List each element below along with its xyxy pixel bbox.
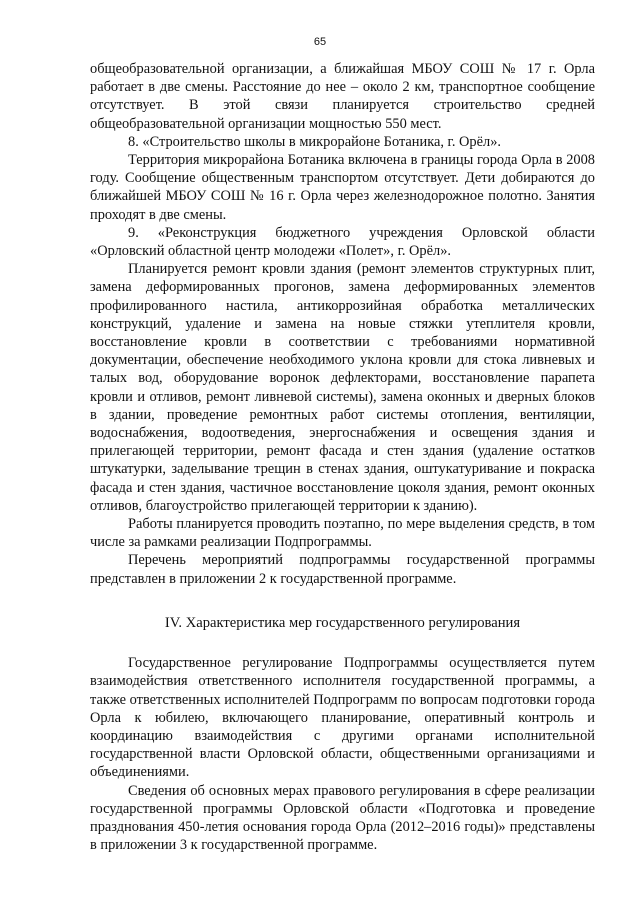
page-number: 65 xyxy=(313,36,327,48)
section-heading: IV. Характеристика мер государственного регулирования xyxy=(164,614,521,631)
paragraph: 8. «Строительство школы в микрорайоне Ботаника, г. Орёл». xyxy=(128,133,501,150)
paragraphs-bottom xyxy=(90,654,595,854)
paragraph: Территория микрорайона Ботаника включена в границы города Орла в 2008 году. Сообщение общественным транспортом отсутствует. Дети добираются до ближайшей МБОУ СОШ № 16 г. Орла через железнодорожное полотно. Занятия проходят в две смены. xyxy=(90,152,595,223)
paragraph: Планируется ремонт кровли здания (ремонт элементов структурных плит, замена деформированных прогонов, замена деформированных элементов профилированного настила, антикоррозийная обработка металлических конструкций, удаление и замена на новые стяжки утеплителя кровли, восстановление кровли в соответствии с требованиями нормативной документации, обеспечение необходимого уклона кровли для стока ливневых и талых вод, оборудование воронок дефлекторами, восстановление парапета кровли и отливов, ремонт ливневой системы), замена оконных и дверных блоков в здании, проведение ремонтных работ системы отопления, вентиляции, водоснабжения, водоотведения, энергоснабжения и освещения здания и прилегающей территории, ремонт фасада и стен здания (удаление остатков штукатурки, заделывание трещин в стенах здания, оштукатуривание и покраска фасада и стен здания, частичное восстановление цоколя здания, ремонт оконных отливов, благоустройство прилегающей территории к зданию). xyxy=(90,261,595,514)
paragraph: Перечень мероприятий подпрограммы государственной программы представлен в приложении 2 к государственной программе. xyxy=(90,552,595,587)
paragraph: Государственное регулирование Подпрограммы осуществляется путем взаимодействия ответственного исполнителя государственной программы, а также ответственных исполнителей Подпрограмм по вопросам подготовки города Орла к юбилею, включающего планирование, оперативный контроль и координацию взаимодействия с другими органами исполнительной государственной власти Орловской области, общественными организациями и объединениями. xyxy=(90,655,595,781)
paragraph: Работы планируется проводить поэтапно, по мере выделения средств, в том числе за рамками реализации Подпрограммы. xyxy=(90,516,595,551)
paragraph: 9. «Реконструкция бюджетного учреждения Орловской области «Орловский областной центр молодежи «Полет», г. Орёл». xyxy=(90,224,595,260)
document-body xyxy=(90,60,595,854)
paragraphs-top xyxy=(90,60,595,588)
paragraph: общеобразовательной организации, а ближайшая МБОУ СОШ № 17 г. Орла работает в две смены. Расстояние до нее – около 2 км, транспортное сообщение отсутствует. В этой связи планируется строительство средней общеобразовательной организации мощностью 550 мест. xyxy=(90,61,595,132)
paragraph: Сведения об основных мерах правового регулирования в сфере реализации государственной программы Орловской области «Подготовка и проведение празднования 450-летия основания города Орла (2012–2016 годы)» представлены в приложении 3 к государственной программе. xyxy=(90,782,595,854)
